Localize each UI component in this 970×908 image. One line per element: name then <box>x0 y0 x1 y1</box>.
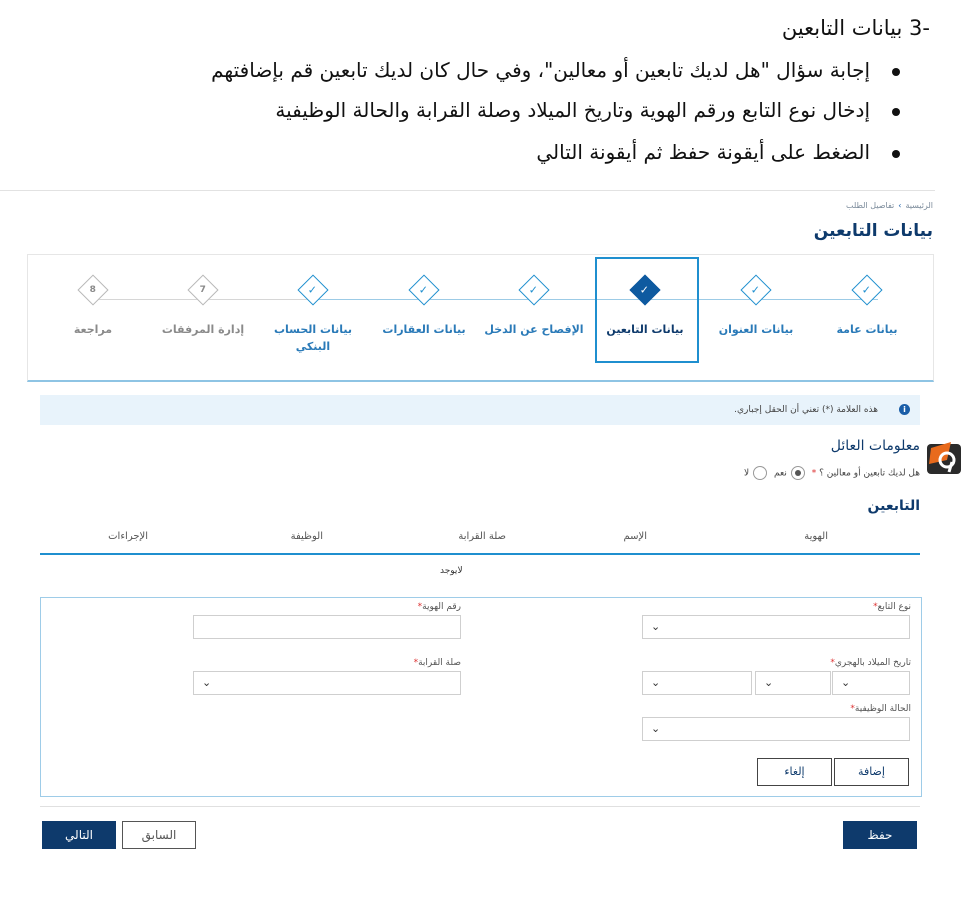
column-job: الوظيفة <box>290 531 323 542</box>
save-button[interactable]: حفظ <box>843 821 917 849</box>
radio-yes-label: نعم <box>773 468 787 479</box>
employment-status-label: الحالة الوظيفية* <box>850 704 911 714</box>
step-label: بيانات العقارات <box>382 323 466 336</box>
step-bank-account[interactable] <box>258 279 368 355</box>
chevron-down-icon: ⌄ <box>651 676 661 689</box>
step-check-icon: ✓ <box>297 274 328 305</box>
step-general-info[interactable] <box>812 279 922 338</box>
site-logo-icon <box>925 438 965 478</box>
step-label: بيانات العنوان <box>718 323 794 336</box>
column-relation: صلة القرابة <box>458 531 506 542</box>
step-label: بيانات الحساب البنكي <box>273 323 353 353</box>
required-info-banner <box>40 395 920 425</box>
relation-select[interactable] <box>193 671 461 695</box>
instruction-bullet-3: الضغط على أيقونة حفظ ثم أيقونة التالي <box>536 140 900 164</box>
dependents-table-header <box>40 521 920 555</box>
add-dependent-form <box>40 597 922 797</box>
step-check-icon: ✓ <box>408 274 439 305</box>
progress-stepper <box>27 254 934 382</box>
dependents-section-title: التابعين <box>867 498 920 514</box>
bullet-dot-icon <box>892 150 900 158</box>
previous-button[interactable]: السابق <box>122 821 196 849</box>
column-id: الهوية <box>804 531 828 542</box>
next-button[interactable]: التالي <box>42 821 116 849</box>
instruction-heading: -3 بيانات التابعين <box>781 16 930 40</box>
instruction-bullet-1: إجابة سؤال "هل لديك تابعين أو معالين"، وفي حال كان لديك تابعين قم بإضافتهم <box>211 58 900 82</box>
step-label: الإفصاح عن الدخل <box>484 323 584 336</box>
chevron-down-icon: ⌄ <box>764 676 774 689</box>
empty-table-message: لايوجد <box>440 566 463 576</box>
step-label: بيانات التابعين <box>606 323 684 336</box>
page-title: بيانات التابعين <box>813 221 933 241</box>
birth-year-select[interactable] <box>642 671 752 695</box>
chevron-down-icon: ⌄ <box>841 676 851 689</box>
step-dependents[interactable] <box>590 279 700 338</box>
family-section-title: معلومات العائل <box>830 438 920 454</box>
step-income-disclosure[interactable] <box>479 279 589 338</box>
breadcrumb <box>846 201 933 210</box>
dependents-question <box>744 466 920 480</box>
birth-day-select[interactable] <box>832 671 910 695</box>
step-label: مراجعة <box>73 323 113 336</box>
dependent-type-label: نوع التابع* <box>873 602 911 612</box>
column-name: الإسم <box>623 531 647 542</box>
id-number-label: رقم الهوية* <box>417 602 461 612</box>
divider <box>40 806 920 807</box>
question-label: هل لديك تابعين أو معالين ؟ <box>819 468 920 479</box>
step-label: إدارة المرفقات <box>161 323 245 336</box>
chevron-down-icon: ⌄ <box>651 722 661 735</box>
chevron-down-icon: ⌄ <box>202 676 212 689</box>
step-review[interactable] <box>38 279 148 338</box>
radio-yes[interactable] <box>791 466 805 480</box>
step-attachments[interactable] <box>148 279 258 338</box>
application-screen <box>0 190 935 869</box>
required-mark: * <box>811 468 817 479</box>
employment-status-select[interactable] <box>642 717 910 741</box>
info-banner-text: هذه العلامة (*) تعني أن الحقل إجباري. <box>734 405 878 415</box>
step-properties[interactable] <box>369 279 479 338</box>
radio-no-label: لا <box>743 468 750 479</box>
chevron-down-icon: ⌄ <box>651 620 661 633</box>
step-check-icon: ✓ <box>740 274 771 305</box>
dependent-type-select[interactable] <box>642 615 910 639</box>
add-dependent-button[interactable]: إضافة <box>834 758 909 786</box>
radio-no[interactable] <box>753 466 767 480</box>
relation-label: صلة القرابة* <box>413 658 461 668</box>
breadcrumb-home[interactable]: الرئيسية <box>905 201 933 210</box>
step-number-icon: 7 <box>187 274 218 305</box>
id-number-input[interactable] <box>193 615 461 639</box>
breadcrumb-separator-icon: › <box>898 201 902 210</box>
step-active-check-icon: ✓ <box>629 274 660 305</box>
step-number-icon: 8 <box>77 274 108 305</box>
info-icon: i <box>899 404 910 415</box>
column-actions: الإجراءات <box>108 531 148 542</box>
bullet-dot-icon <box>892 108 900 116</box>
instruction-document <box>0 0 970 190</box>
breadcrumb-current: تفاصيل الطلب <box>845 201 895 210</box>
instruction-bullet-2: إدخال نوع التابع ورقم الهوية وتاريخ الميلاد وصلة القرابة والحالة الوظيفية <box>275 98 900 122</box>
hijri-birth-date-label: تاريخ الميلاد بالهجري* <box>830 658 911 668</box>
step-check-icon: ✓ <box>518 274 549 305</box>
bullet-dot-icon <box>892 68 900 76</box>
birth-month-select[interactable] <box>755 671 831 695</box>
step-check-icon: ✓ <box>851 274 882 305</box>
cancel-button[interactable]: إلغاء <box>757 758 832 786</box>
step-label: بيانات عامة <box>836 323 898 336</box>
step-address[interactable] <box>701 279 811 338</box>
